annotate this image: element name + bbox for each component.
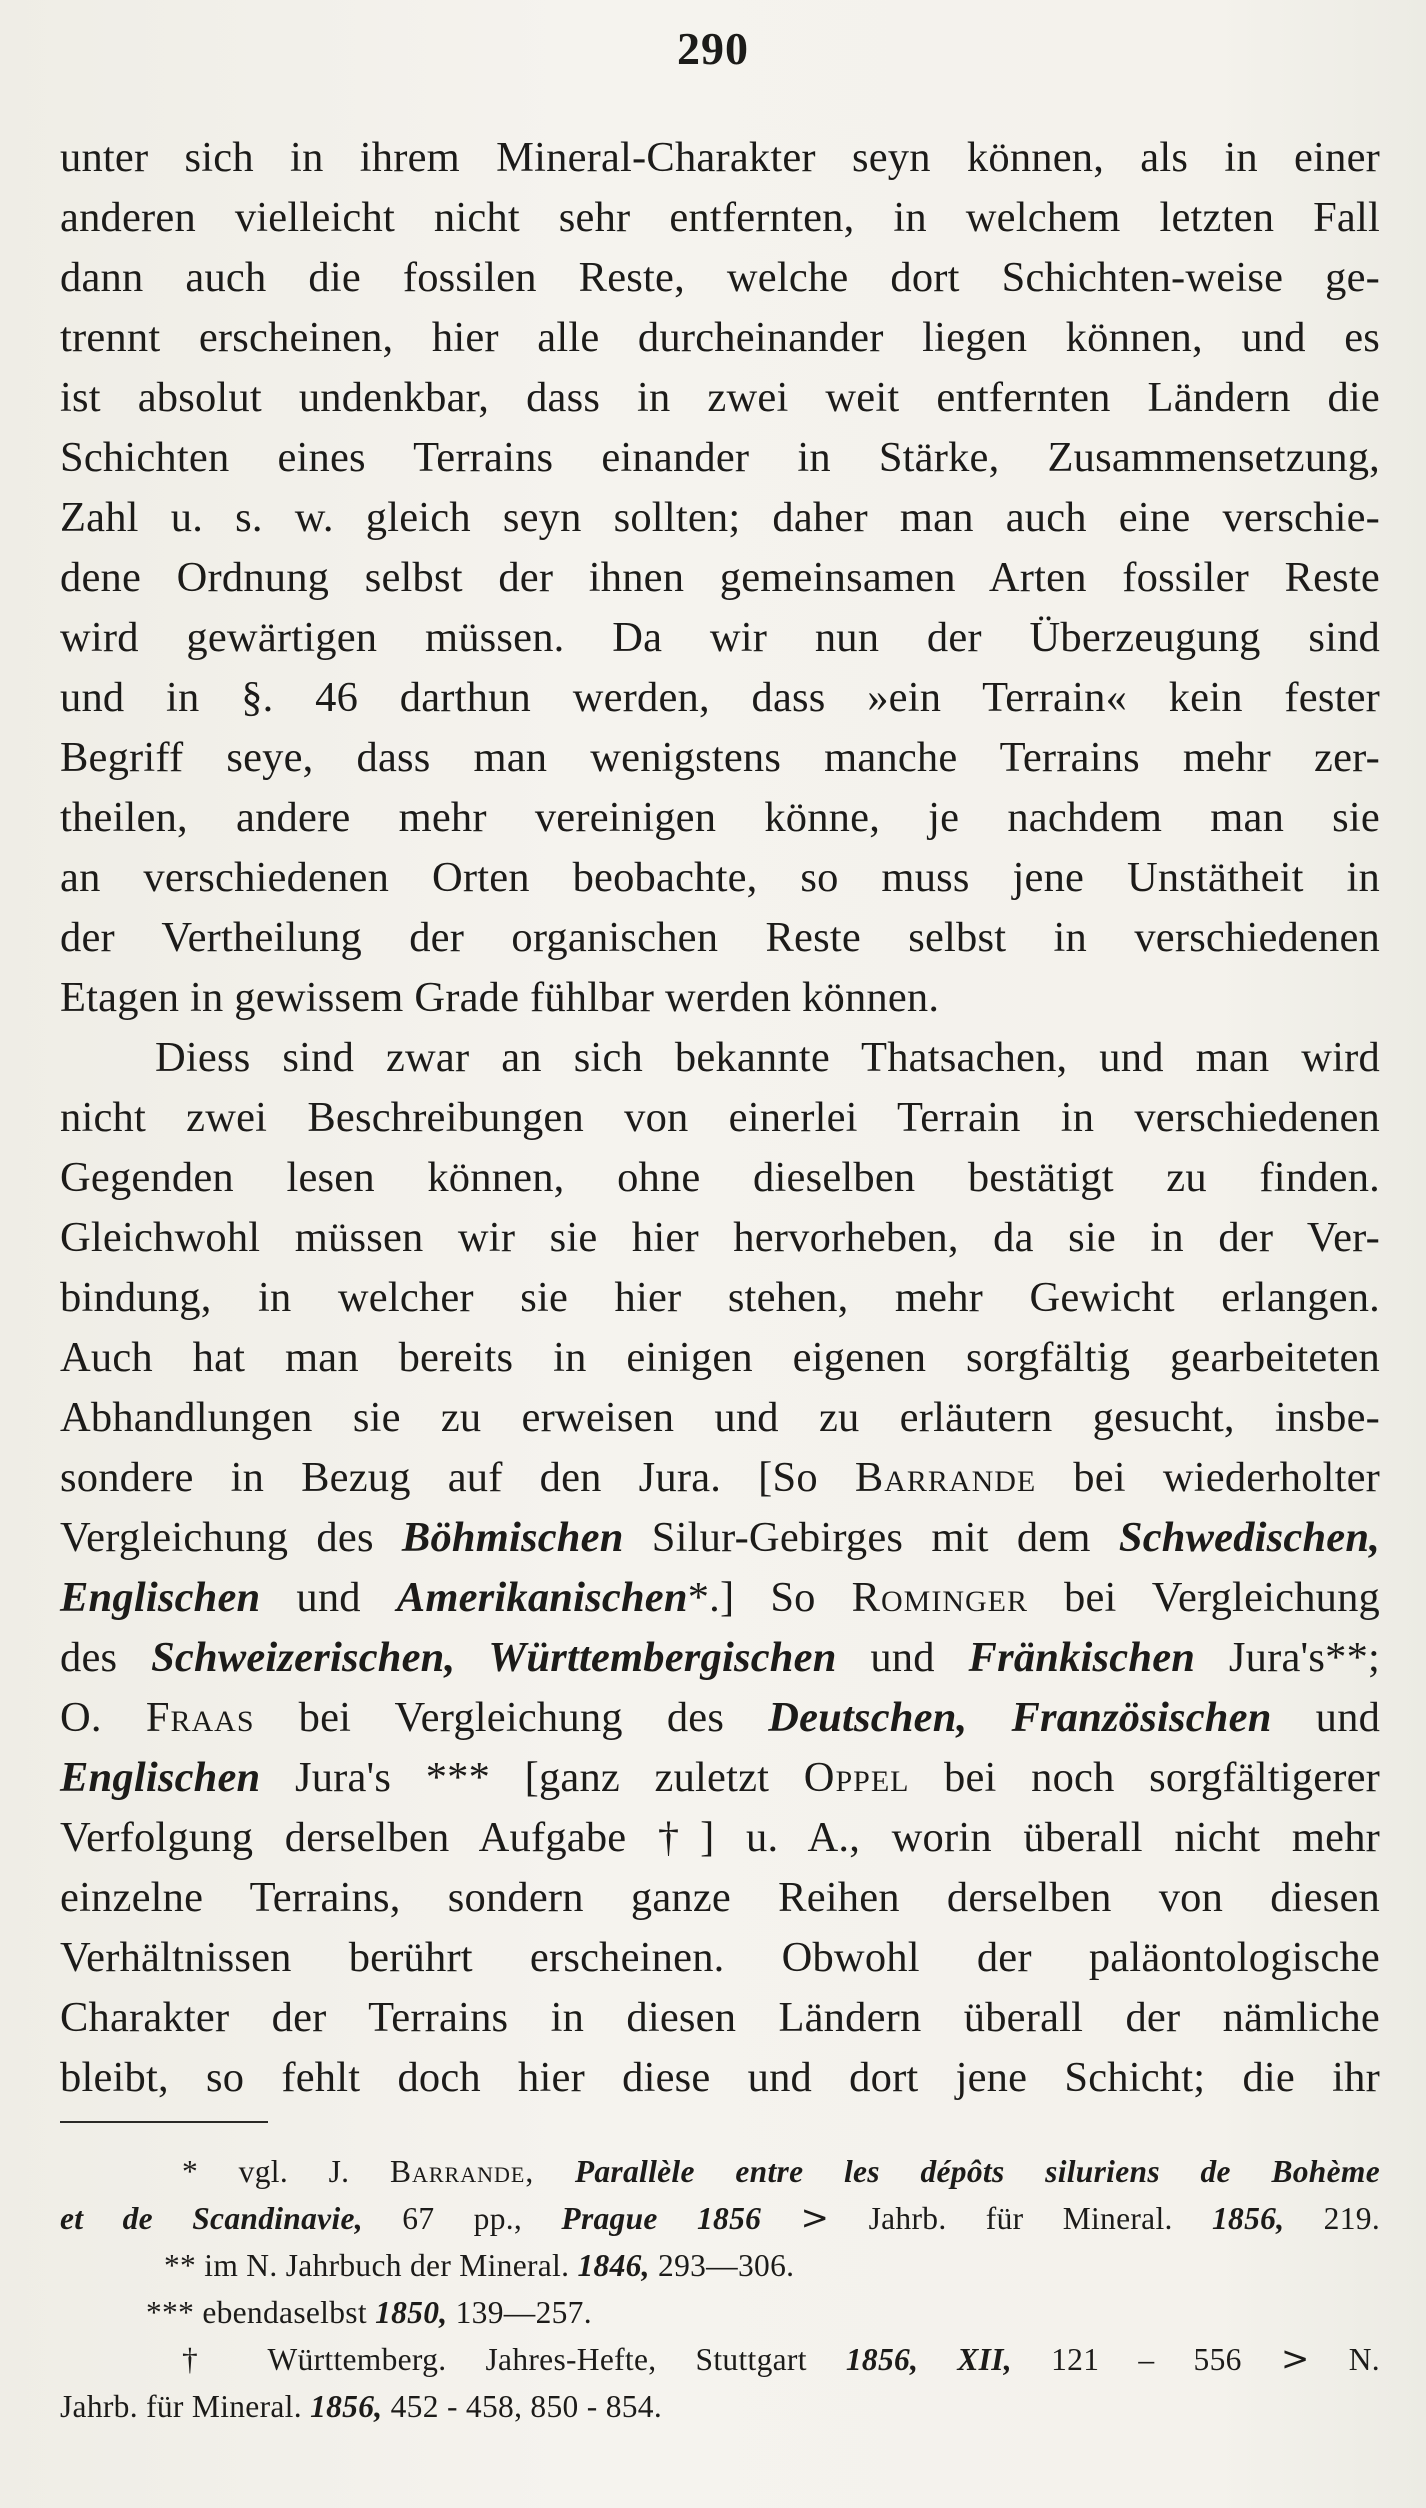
text-line: dann auch die fossilen Reste, welche dort Schichten-weise ge- bbox=[60, 254, 1380, 301]
text-line bbox=[60, 1688, 1380, 1748]
text-line: ist absolut undenkbar, dass in zwei weit entfernten Ländern die bbox=[60, 374, 1380, 421]
text-line: dene Ordnung selbst der ihnen gemeinsamen Arten fossiler Reste bbox=[60, 554, 1380, 601]
emphasis-text: 1856, XII, bbox=[845, 2342, 1012, 2377]
emphasis-text: Fränkischen bbox=[968, 1634, 1196, 1681]
text-line: Etagen in gewissem Grade fühlbar werden können. bbox=[60, 974, 940, 1021]
emphasis-text: Schwedischen, bbox=[1118, 1514, 1381, 1561]
footnotes bbox=[60, 2148, 1380, 2430]
text-line: Abhandlungen sie zu erweisen und zu erläutern gesucht, insbe- bbox=[60, 1394, 1380, 1441]
text-line: Verfolgung derselben Aufgabe †] u. A., worin überall nicht mehr bbox=[60, 1814, 1380, 1861]
text-line: der Vertheilung der organischen Reste selbst in verschiedenen bbox=[60, 914, 1380, 961]
footnote-line bbox=[60, 2242, 1380, 2289]
text-run: † Württemberg. Jahres-Hefte, Stuttgart bbox=[182, 2342, 807, 2377]
body-text bbox=[60, 128, 1380, 2108]
text-line: Charakter der Terrains in diesen Ländern überall der nämliche bbox=[60, 1994, 1380, 2041]
footnote-line bbox=[60, 2148, 1380, 2195]
text-run: 452 - 458, 850 - 854. bbox=[390, 2389, 663, 2424]
footnote-divider bbox=[60, 2121, 268, 2123]
text-line bbox=[60, 1508, 1380, 1568]
text-run: *** ebendaselbst bbox=[146, 2295, 367, 2330]
text-line-paragraph-start: Diess sind zwar an sich bekannte Thatsachen, und man wird bbox=[155, 1034, 1380, 1081]
text-line: anderen vielleicht nicht sehr entfernten, in welchem letzten Fall bbox=[60, 194, 1380, 241]
text-run: 121 – 556 bbox=[1051, 2342, 1242, 2377]
text-run: bei Vergleichung des bbox=[298, 1694, 725, 1741]
text-line bbox=[60, 1748, 1380, 1808]
text-line: und in §. 46 darthun werden, dass »ein Terrain« kein fester bbox=[60, 674, 1380, 721]
text-line bbox=[60, 1628, 1380, 1688]
text-run: Jura's *** [ganz zuletzt bbox=[294, 1754, 770, 1801]
emphasis-text: Böhmischen bbox=[401, 1514, 624, 1561]
text-line: Begriff seye, dass man wenigstens manche Terrains mehr zer- bbox=[60, 734, 1380, 781]
text-run: Jahrb. für Mineral. bbox=[868, 2201, 1173, 2236]
text-run: Vergleichung des bbox=[60, 1514, 374, 1561]
text-run: des bbox=[60, 1634, 118, 1681]
text-line: unter sich in ihrem Mineral-Charakter seyn können, als in einer bbox=[60, 134, 1380, 181]
text-run: * vgl. J. bbox=[182, 2154, 350, 2189]
text-line: Auch hat man bereits in einigen eigenen sorgfältig gearbeiteten bbox=[60, 1334, 1380, 1381]
author-name: Oppel bbox=[803, 1754, 910, 1801]
author-name: Rominger bbox=[851, 1574, 1028, 1621]
text-run: 293—306. bbox=[658, 2248, 795, 2283]
text-run: 219. bbox=[1323, 2201, 1380, 2236]
text-run: und bbox=[1315, 1694, 1381, 1741]
text-line: nicht zwei Beschreibungen von einerlei Terrain in verschiedenen bbox=[60, 1094, 1380, 1141]
text-line: wird gewärtigen müssen. Da wir nun der Überzeugung sind bbox=[60, 614, 1380, 661]
emphasis-text: Deutschen, Französischen bbox=[768, 1694, 1272, 1741]
author-name: Barrande, bbox=[389, 2154, 535, 2189]
text-line: Schichten eines Terrains einander in Stärke, Zusammensetzung, bbox=[60, 434, 1380, 481]
text-line: trennt erscheinen, hier alle durcheinander liegen können, und es bbox=[60, 314, 1380, 361]
author-name: Barrande bbox=[854, 1454, 1037, 1501]
footnote-line bbox=[60, 2289, 1380, 2336]
text-line: Gegenden lesen können, ohne dieselben bestätigt zu finden. bbox=[60, 1154, 1380, 1201]
greater-than-symbol: > bbox=[1280, 2339, 1310, 2379]
text-line bbox=[60, 1448, 1380, 1508]
greater-than-symbol: > bbox=[800, 2198, 830, 2238]
text-run: und bbox=[870, 1634, 935, 1681]
text-run: Jura's**; bbox=[1228, 1634, 1381, 1681]
text-line: Verhältnissen berührt erscheinen. Obwohl der paläontologische bbox=[60, 1934, 1380, 1981]
footnote-line bbox=[60, 2336, 1380, 2383]
emphasis-text: Parallèle entre les dépôts siluriens de Bohème bbox=[574, 2154, 1380, 2189]
footnote-line bbox=[60, 2195, 1380, 2242]
emphasis-text: 1856, bbox=[1212, 2201, 1285, 2236]
text-run: Jahrb. für Mineral. bbox=[60, 2389, 302, 2424]
emphasis-text: et de Scandinavie, bbox=[60, 2201, 363, 2236]
text-line: theilen, andere mehr vereinigen könne, je nachdem man sie bbox=[60, 794, 1380, 841]
emphasis-text: Schweizerischen, Württembergischen bbox=[151, 1634, 837, 1681]
text-run: ** im N. Jahrbuch der Mineral. bbox=[164, 2248, 570, 2283]
text-run: 67 pp., bbox=[402, 2201, 523, 2236]
text-line: Gleichwohl müssen wir sie hier hervorheben, da sie in der Ver- bbox=[60, 1214, 1380, 1261]
text-run: Silur-Gebirges mit dem bbox=[651, 1514, 1091, 1561]
text-run: O. bbox=[60, 1694, 102, 1741]
footnote-line bbox=[60, 2383, 1380, 2430]
text-line: bleibt, so fehlt doch hier diese und dort jene Schicht; die ihr bbox=[60, 2054, 1380, 2101]
text-run: 139—257. bbox=[455, 2295, 592, 2330]
text-line: an verschiedenen Orten beobachte, so muss jene Unstätheit in bbox=[60, 854, 1380, 901]
text-run: und bbox=[296, 1574, 361, 1621]
text-run: bei wiederholter bbox=[1073, 1454, 1381, 1501]
emphasis-text: Prague 1856 bbox=[561, 2201, 762, 2236]
text-line: bindung, in welcher sie hier stehen, mehr Gewicht erlangen. bbox=[60, 1274, 1380, 1321]
text-run: N. bbox=[1348, 2342, 1380, 2377]
emphasis-text: 1846, bbox=[577, 2248, 650, 2283]
page-number: 290 bbox=[677, 23, 749, 74]
emphasis-text: Amerikanischen bbox=[396, 1574, 688, 1621]
emphasis-text: Englischen bbox=[60, 1754, 261, 1801]
emphasis-text: 1856, bbox=[310, 2389, 383, 2424]
text-run: So bbox=[770, 1574, 816, 1621]
text-run: bei noch sorgfältigerer bbox=[944, 1754, 1381, 1801]
emphasis-text: 1850, bbox=[375, 2295, 448, 2330]
author-name: Fraas bbox=[145, 1694, 255, 1741]
text-run: *.] bbox=[687, 1574, 735, 1621]
text-line: einzelne Terrains, sondern ganze Reihen derselben von diesen bbox=[60, 1874, 1380, 1921]
emphasis-text: Englischen bbox=[60, 1574, 261, 1621]
text-run: bei Vergleichung bbox=[1064, 1574, 1381, 1621]
text-run: sondere in Bezug auf den Jura. bbox=[60, 1454, 722, 1501]
text-run: [So bbox=[758, 1454, 818, 1501]
text-line: Zahl u. s. w. gleich seyn sollten; daher man auch eine verschie- bbox=[60, 494, 1380, 541]
text-line bbox=[60, 1568, 1380, 1628]
